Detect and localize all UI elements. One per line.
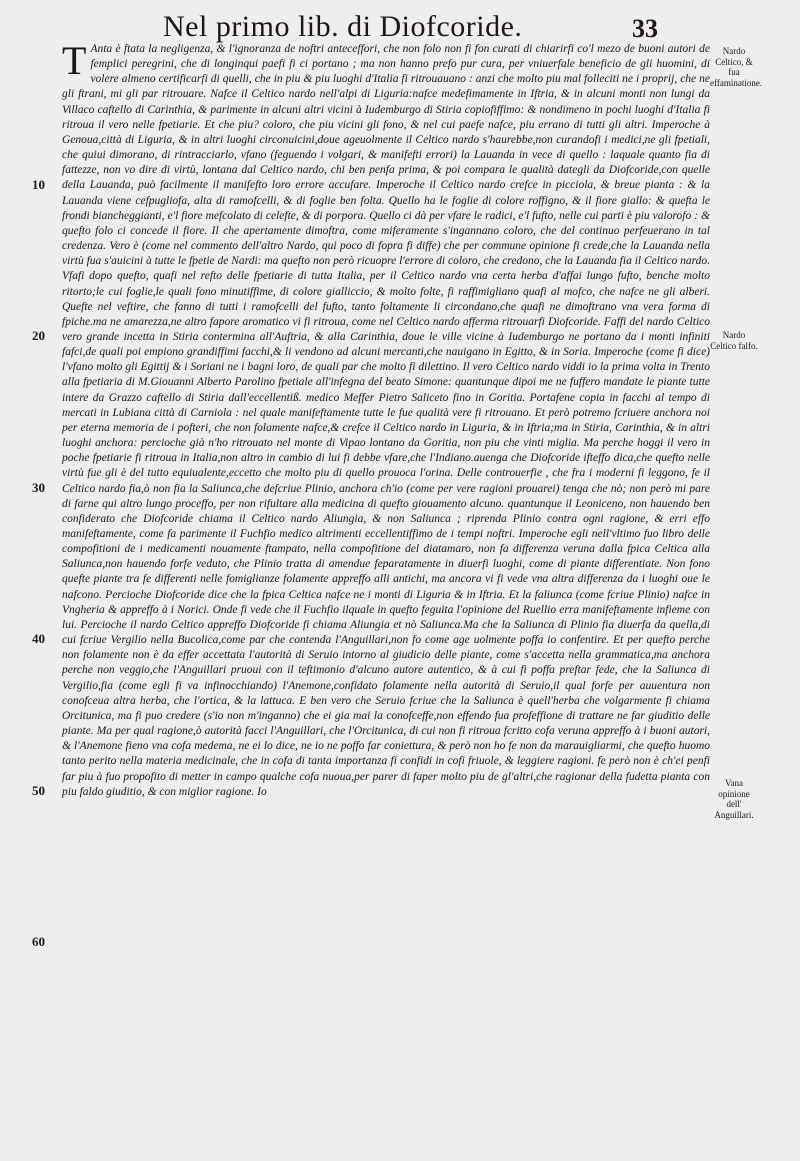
line-number-20: 20 bbox=[32, 328, 45, 343]
drop-cap: T bbox=[62, 38, 87, 83]
margin-note-anguillari: Vana opinione dell' Anguillari. bbox=[714, 778, 754, 820]
page-number: 33 bbox=[632, 14, 658, 43]
running-title: Nel primo lib. di Diofcoride. bbox=[163, 10, 523, 43]
page-header bbox=[0, 8, 800, 44]
line-number-10: 10 bbox=[32, 177, 45, 192]
margin-note-nardo-falso: Nardo Celtico falfo. bbox=[710, 330, 758, 351]
line-number-30: 30 bbox=[32, 480, 45, 495]
body-paragraph: Anta è ftata la negligenza, & l'ignoranza de noftri anteceffori, che non folo non fi fon curati di chiarirfi co'l mezo de buoni autori de femplici peregrini, che di longinqui paefi fi ci portano ; ma non hanno prefo pur cura, per vniuerfale beneficio de gli huomini, di volere almeno certificarfi di quelli, che in piu & piu luoghi d'Italia fi ritrouauano : anzi che molto piu mal folleciti ne i proprij, che ne gli ftrani, mi gli par ritrouare. Nafce il Celtico nardo nell'alpi di Liguria:nafce medefimamente in Iftria, & in alcuni monti non lungi da Villaco caftello di Carinthia, & parimente in alcuni altri vicini à Iudemburgo di Stiria copiofiffimo: & nondimeno in pochi luoghi d'Italia fi ritroua il vero nelle fpetiarie. Et che piu? coloro, che piu vicini gli fono, & nel cui paefe nafce, piu errano di tutti gli altri. Imperoche à Genoua,città di Liguria, & in altri luoghi circonuicini,doue ageuolmente il Celtico nardo s'haurebbe,non curandofi i medici,ne gli fpetiali, che quiui dimorano, di rintracciarlo, vfano (feguendo i volgari, & manifefti errori) la Lauanda in vece di quello : laquale quanto fia di fattezze, non vo dire di virtù, lontana dal Celtico nardo, chi ben penfa prima, & poi compara le qualità dategli da Diofcoride,con quelle della Lauanda, può facilmente il manifefto loro errore accufare. Imperoche il Celtico nardo crefce in picciola, & breue pianta : & la Lauanda viene cefpugliofa, alta di ramofcelli, & di foglie ben folta. Quello ha le foglie di colore roffigno, & il fiore giallo: & quefta le frondi biancheggianti, e'l fiore mefcolato di celefte, & di porpora. Quello ci dà per vfare le radici, e'l fufto, nelle cui parti è piu valorofo : & quefto folo ci concede il fiore. Il che apertamente dimoftra, come miferamente s'ingannano coloro, che del continuo perfeuerano in tal credenza. Vero è (come nel commento dell'altro Nardo, qui poco di fopra fi diffe) che per commune opinione fi crede,che la Lauanda nella virtù fua s'auicini à tutte le fpetie de Nardi: ma quefto non però ricuopre l'errore di coloro, che credono, che la Lauanda fia il Celtico nardo. Vfafi dopo quefto, quafi nel refto delle fpetiarie di tutta Italia, per il Celtico nardo vna certa herba d'affai lungo fufto, benche molto ritorto;le cui foglie,le quali fono minutiffime, di colore gialliccio, & molto folte, fi raffimigliano quafi al mofco, che nafce ne gli alberi. Quefte nel veftire, che fanno di tutti i ramofcelli del fufto, tanto foltamente li circondano,che quafi ne dimoftrano vna vera forma di fpiche.ma ne amarezza,ne altro fapore aromatico vi fi ritroua, come nel Celtico nardo afferma ritrouarfi Diofcoride. Faffi del nardo Celtico vero grande incetta in Stiria contermina all'Auftria, & alla Carinthia, doue le ville vicine à Iudemburgo ne portano da i monti infiniti fafci,de quali poi empiono grandiffimi facchi,& li vendono ad alcuni mercanti,che nauigano in Egitto, & in Soria. Imperoche (come fi dice) l'vfano molto gli Egittij & i Soriani ne i bagni loro, de quali par che molto fi dilettino. Il vero Celtico nardo viddi io la prima volta in Trento alla fpetiaria di M.Giouanni Alberto Parolino fpetiale all'infegna del beato Simone: quantunque dipoi me ne fuffero mandate le piante tutte intere da Grazzo caftello di Stiria dall'eccellentiß. medico Meffer Pietro Saliceto fino in Goritia. Portafene copia in facchi al tempo di mercati in Lubiana città di Carniola : nel quale manifeftamente tutte le fue qualità vere fi ritrouano. Et però potremo fcriuere anchora noi per eterna memoria de i pofteri, che non folamente nafce,& crefce il Celtico nardo in Liguria, & in Iftria;ma in Stiria, Carinthia, & in altri luoghi anchora: percioche già n'ho ritrouato nel monte di Vipao lontano da Goritia, non piu che vinti miglia. Ma perche hoggi il vero in poche fpetiarie fi ritroua in Italia,non altro in cambio di lui fi debbe vfare,che l'Indiano.auenga che Diofcoride ifteffo dica,che quefto nelle virtù fue gli è del tutto equiualente,eccetto che molto piu di quello prouoca l'orina. Delle controuerfie , che fra i moderni fi leggono, fe il Celtico nardo fia,ò non fia la Saliunca,che defcriue Plinio, anchora ch'io (come per vere ragioni prouarei) tenga che nò; non però mi pare di farne qui altro lungo proceffo, per non rifultare alla medicina di quefto giouamento alcuno. quantunque il Leoniceno, non hauendo ben confiderato che Diofcoride chiama il Celtico nardo Aliungia, & non Saliunca ; riprenda Plinio contra ogni ragione, & erri effo manifeftamente, come fa parimente il Fuchfio medico altrimenti eccellentiffimo de i tempi noftri. Imperoche egli nell'vltimo fuo libro delle compofitioni de i medicamenti nouamente ftampato, nella compofitione del diatamaro, non fa differenza veruna dalla fpica Celtica alla Saliunca,non hauendo forfe veduto, che Plinio tratta di amendue feparatamente in diuerfi luoghi, come di piante differentiate. Non fono quefte piante tra fe differenti nelle fomiglianze folamente appreffo alli antichi, ma ancora vi fi vede vna altra differenza da i luoghi oue le nafcono. Percioche Diofcoride dice che la fpica Celtica nafce ne i monti di Liguria & in Iftria. Et la faliunca (come fcriue Plinio) nafce in Vngheria & appreffo à i Norici. Onde fi vede che il Fuchfio ilquale in quefto feguita l'opinione del Ruellio erra manifeftamente infieme con lui. Percioche il nardo Celtico appreffo Diofcoride fi chiama Aliungia et nò Saliunca.Ma che la Saliunca di Plinio fia diuerfa da quella,di cui fcriue Vergilio nella Bucolica,come par che contenda l'Anguillari,non fo come age uolmente poffa io confentire. Et per quefto perche non folamente non è da effer accettata l'autorità di Seruio intorno al giudicio delle piante, come s'accetta nella grammatica,ma anchora perche non veggio,che l'Anguillari pruoui con il teftimonio d'alcuno autore autentico, & à cui fi poffa preftar fede, che la Saliunca di Vergilio,fia (come egli fi va infinocchiando) l'Anemone,confidato folamente nella autorità di Seruio,il qual forfe per auuentura non conofceua altra herba, che l'ortica, & la lattuca. E ben vero che Seruio fcriue che la Saliunca è quell'herba che volgarmente fi chiama Orcitunica, ma fi puo credere (s'io non m'inganno) che ei gia mai la conofceffe,non effendo fua profeffione di trattare ne far giuditio delle piante. Ma per qual ragione,ò autorità facci l'Anguillari, che l'Orcitunica, di cui non fi ritroua fcritto cofa veruna appreffo à i buoni autori, & l'Anemone fieno vna cofa medema, ne ei lo dice, ne io ne poffo far coniettura, & però non ho fe non da marauigliarmi, che quefto huomo tanto perito nella materia medicinale, che in cofa di tanta importanza fi confidi in cofi friuole, & leggiere ragioni. fe però non è ch'ei penfi far piu à fuo propofito di metter in campo qualche cofa nuoua,per parer di faper molto piu de gl'altri,che ragionar della fudetta pianta con piu faldo giuditio, & con miglior ragione. Io bbox=[62, 43, 710, 798]
margin-note-nardo-celtico: Nardo Celtico, & fua effaminatione. bbox=[710, 46, 763, 88]
line-number-50: 50 bbox=[32, 783, 45, 798]
line-number-60: 60 bbox=[32, 934, 45, 949]
body-text bbox=[62, 38, 710, 800]
line-number-40: 40 bbox=[32, 631, 45, 646]
